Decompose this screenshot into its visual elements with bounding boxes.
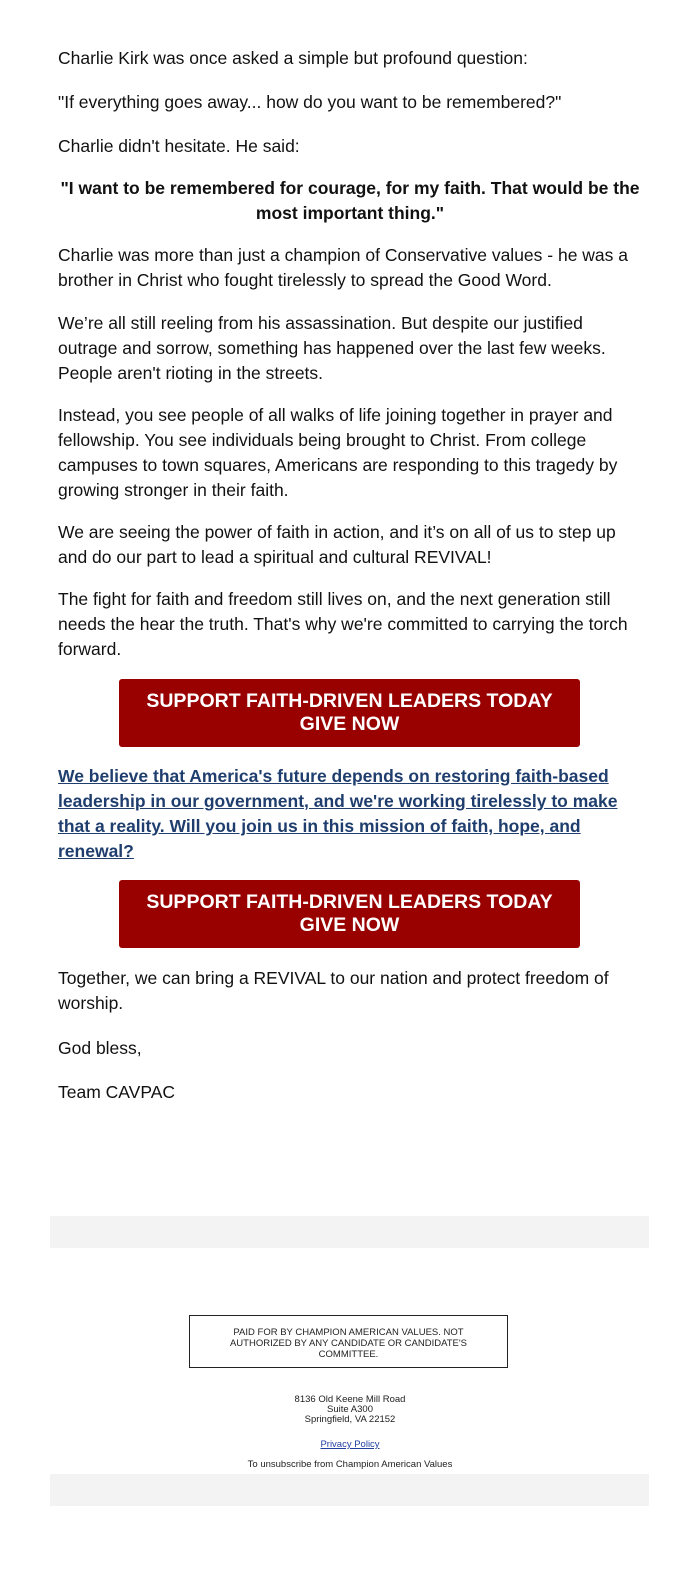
- give-now-button-top[interactable]: [119, 679, 580, 747]
- cta-line-1: SUPPORT FAITH-DRIVEN LEADERS TODAY: [146, 891, 553, 913]
- footer-bottom-bar: [50, 1474, 649, 1506]
- address-line-3: Springfield, VA 22152: [304, 1414, 396, 1425]
- privacy-policy-link[interactable]: Privacy Policy: [320, 1439, 380, 1450]
- paragraph-revival: We are seeing the power of faith in action, and it’s on all of us to step up and do our part to lead a spiritual and cultural REVIVAL!: [58, 522, 616, 567]
- address-line-2: Suite A300: [327, 1404, 373, 1415]
- paragraph-hesitate: Charlie didn't hesitate. He said:: [58, 136, 300, 156]
- paragraph-prayer: Instead, you see people of all walks of life joining together in prayer and fellowship. You see individuals being brought to Christ. From college campuses to town squares, Americans are responding to this tragedy by growing stronger in their faith.: [58, 405, 618, 500]
- give-now-button-bottom[interactable]: [119, 880, 580, 948]
- cta-line-2: GIVE NOW: [299, 914, 400, 936]
- cta-line-2: GIVE NOW: [299, 713, 400, 735]
- signature: Team CAVPAC: [58, 1082, 176, 1102]
- mission-link[interactable]: We believe that America's future depends on restoring faith-based leadership in our government, and we're working tirelessly to make that a reality. Will you join us in this mission of faith, hope, and renewal?: [58, 766, 618, 861]
- privacy-policy-row: [0, 1440, 700, 1450]
- paragraph-reeling: We’re all still reeling from his assassination. But despite our justified outrage and sorrow, something has happened over the last few weeks. People aren't rioting in the streets.: [58, 313, 606, 383]
- signoff: God bless,: [58, 1038, 142, 1058]
- cta-line-1: SUPPORT FAITH-DRIVEN LEADERS TODAY: [146, 690, 553, 712]
- footer-divider-bar: [50, 1216, 649, 1248]
- paid-for-disclaimer: PAID FOR BY CHAMPION AMERICAN VALUES. NOT AUTHORIZED BY ANY CANDIDATE OR CANDIDATE'S COMMITTEE.: [189, 1315, 508, 1368]
- paragraph-torch: The fight for faith and freedom still lives on, and the next generation still needs the hear the truth. That's why we're committed to carrying the torch forward.: [58, 589, 628, 659]
- address-line-1: 8136 Old Keene Mill Road: [294, 1394, 406, 1405]
- paragraph-intro: Charlie Kirk was once asked a simple but profound question:: [58, 48, 528, 68]
- paragraph-question: "If everything goes away... how do you want to be remembered?": [58, 92, 562, 112]
- unsubscribe-text[interactable]: To unsubscribe from Champion American Values: [247, 1459, 453, 1470]
- quote-block: "I want to be remembered for courage, for my faith. That would be the most important thing.": [60, 178, 640, 223]
- paragraph-champion: Charlie was more than just a champion of Conservative values - he was a brother in Christ who fought tirelessly to spread the Good Word.: [58, 245, 628, 290]
- paragraph-together: Together, we can bring a REVIVAL to our nation and protect freedom of worship.: [58, 968, 609, 1013]
